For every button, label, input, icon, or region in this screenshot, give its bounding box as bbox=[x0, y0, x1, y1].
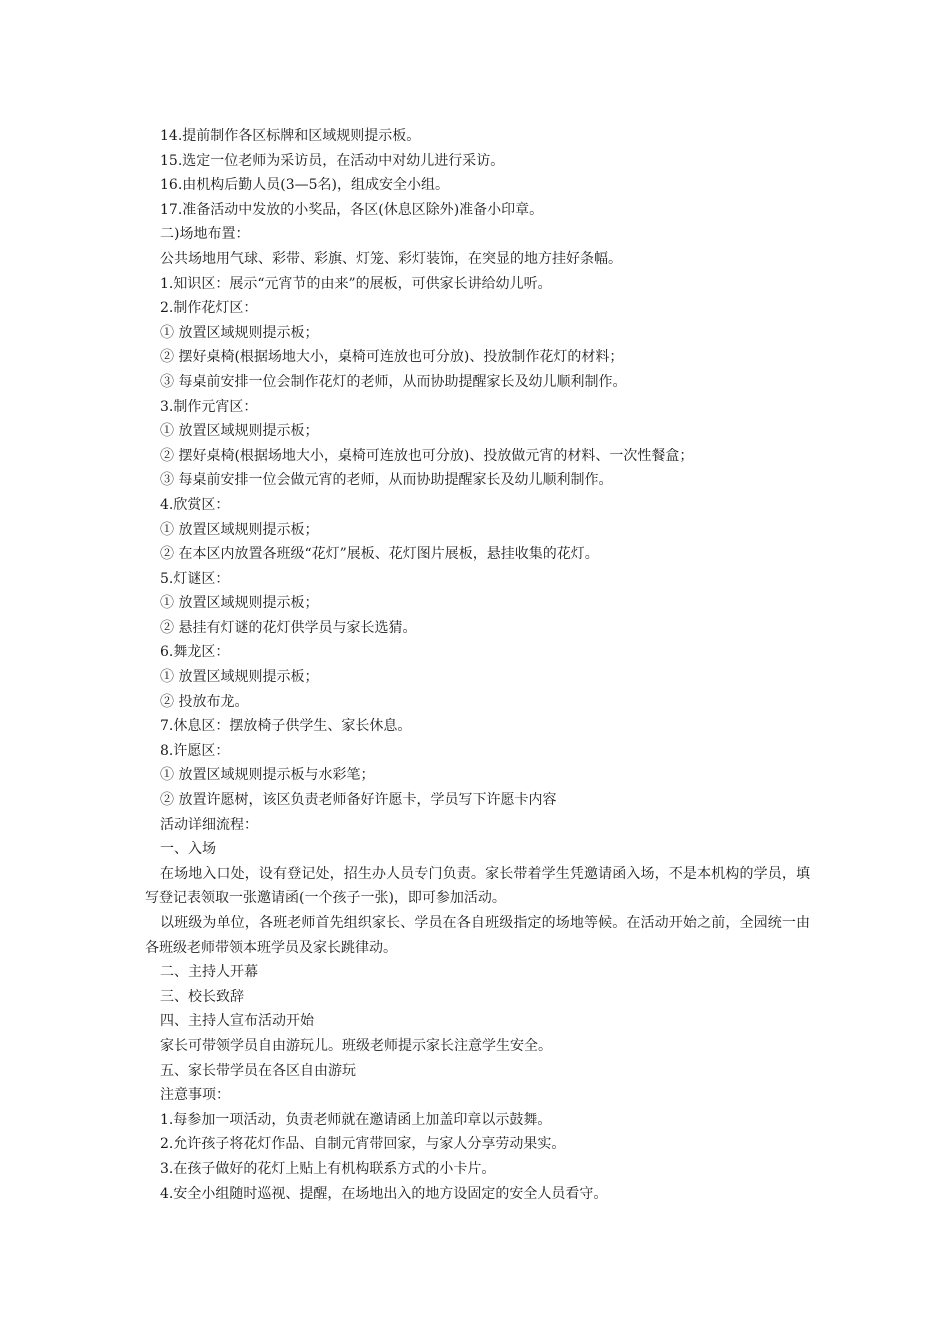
text-line: 活动详细流程： bbox=[160, 816, 258, 833]
text-line: ② 摆好桌椅(根据场地大小，桌椅可连放也可分放)、投放制作花灯的材料； bbox=[160, 349, 624, 366]
text-line: 公共场地用气球、彩带、彩旗、灯笼、彩灯装饰，在突显的地方挂好条幅。 bbox=[160, 250, 622, 267]
paragraph-entrance: 在场地入口处，设有登记处，招生办人员专门负责。家长带着学生凭邀请函入场，不是本机构的学员，填写登记表领取一张邀请函(一个孩子一张)，即可参加活动。 bbox=[145, 865, 810, 907]
text-line: 15.选定一位老师为采访员，在活动中对幼儿进行采访。 bbox=[160, 152, 505, 169]
text-line: ① 放置区域规则提示板与水彩笔； bbox=[160, 767, 375, 784]
text-line: 6.舞龙区： bbox=[160, 644, 230, 661]
bottom-lines bbox=[145, 960, 810, 1206]
text-line: 4.安全小组随时巡视、提醒，在场地出入的地方设固定的安全人员看守。 bbox=[160, 1185, 608, 1202]
text-line: 4.欣赏区： bbox=[160, 496, 230, 513]
text-line: 1.每参加一项活动，负责老师就在邀请函上加盖印章以示鼓舞。 bbox=[160, 1111, 552, 1128]
text-line: 四、主持人宣布活动开始 bbox=[160, 1013, 314, 1030]
text-line: 2.允许孩子将花灯作品、自制元宵带回家，与家人分享劳动果实。 bbox=[160, 1136, 566, 1153]
top-lines bbox=[145, 124, 810, 862]
text-line: 注意事项： bbox=[160, 1087, 230, 1104]
text-line: 一、入场 bbox=[160, 841, 216, 858]
text-line: 家长可带领学员自由游玩儿。班级老师提示家长注意学生安全。 bbox=[160, 1037, 552, 1054]
text-line: 17.准备活动中发放的小奖品，各区(休息区除外)准备小印章。 bbox=[160, 201, 544, 218]
text-line: 五、家长带学员在各区自由游玩 bbox=[160, 1062, 356, 1079]
text-line: 3.制作元宵区： bbox=[160, 398, 258, 415]
text-line: ② 放置许愿树，该区负责老师备好许愿卡，学员写下许愿卡内容 bbox=[160, 792, 557, 809]
text-line: ① 放置区域规则提示板； bbox=[160, 324, 319, 341]
text-line: ① 放置区域规则提示板； bbox=[160, 521, 319, 538]
text-line: ② 摆好桌椅(根据场地大小，桌椅可连放也可分放)、投放做元宵的材料、一次性餐盒； bbox=[160, 447, 694, 464]
text-line: 14.提前制作各区标牌和区域规则提示板。 bbox=[160, 128, 421, 144]
text-line: ② 在本区内放置各班级“花灯”展板、花灯图片展板，悬挂收集的花灯。 bbox=[160, 546, 599, 563]
text-line: ② 投放布龙。 bbox=[160, 693, 249, 710]
text-line: 二、主持人开幕 bbox=[160, 964, 258, 981]
text-line: 5.灯谜区： bbox=[160, 570, 230, 587]
text-line: ③ 每桌前安排一位会做元宵的老师，从而协助提醒家长及幼儿顺利制作。 bbox=[160, 472, 613, 489]
text-line: ① 放置区域规则提示板； bbox=[160, 669, 319, 686]
document-body bbox=[145, 124, 810, 1206]
text-line: 二)场地布置： bbox=[160, 226, 250, 243]
text-line: 2.制作花灯区： bbox=[160, 300, 258, 317]
text-line: 8.许愿区： bbox=[160, 742, 230, 759]
text-line: 1.知识区：展示“元宵节的由来”的展板，可供家长讲给幼儿听。 bbox=[160, 275, 552, 292]
text-line: 16.由机构后勤人员(3—5名)，组成安全小组。 bbox=[160, 177, 450, 194]
text-line: 3.在孩子做好的花灯上贴上有机构联系方式的小卡片。 bbox=[160, 1160, 496, 1177]
text-line: ② 悬挂有灯谜的花灯供学员与家长选猜。 bbox=[160, 619, 417, 636]
text-line: 7.休息区：摆放椅子供学生、家长休息。 bbox=[160, 718, 412, 735]
text-line: 三、校长致辞 bbox=[160, 988, 244, 1005]
text-line: ③ 每桌前安排一位会制作花灯的老师，从而协助提醒家长及幼儿顺利制作。 bbox=[160, 373, 627, 390]
paragraph-class-gathering: 以班级为单位，各班老师首先组织家长、学员在各自班级指定的场地等候。在活动开始之前，全园统一由各班级老师带领本班学员及家长跳律动。 bbox=[145, 915, 810, 956]
text-line: ① 放置区域规则提示板； bbox=[160, 595, 319, 612]
text-line: ① 放置区域规则提示板； bbox=[160, 423, 319, 440]
